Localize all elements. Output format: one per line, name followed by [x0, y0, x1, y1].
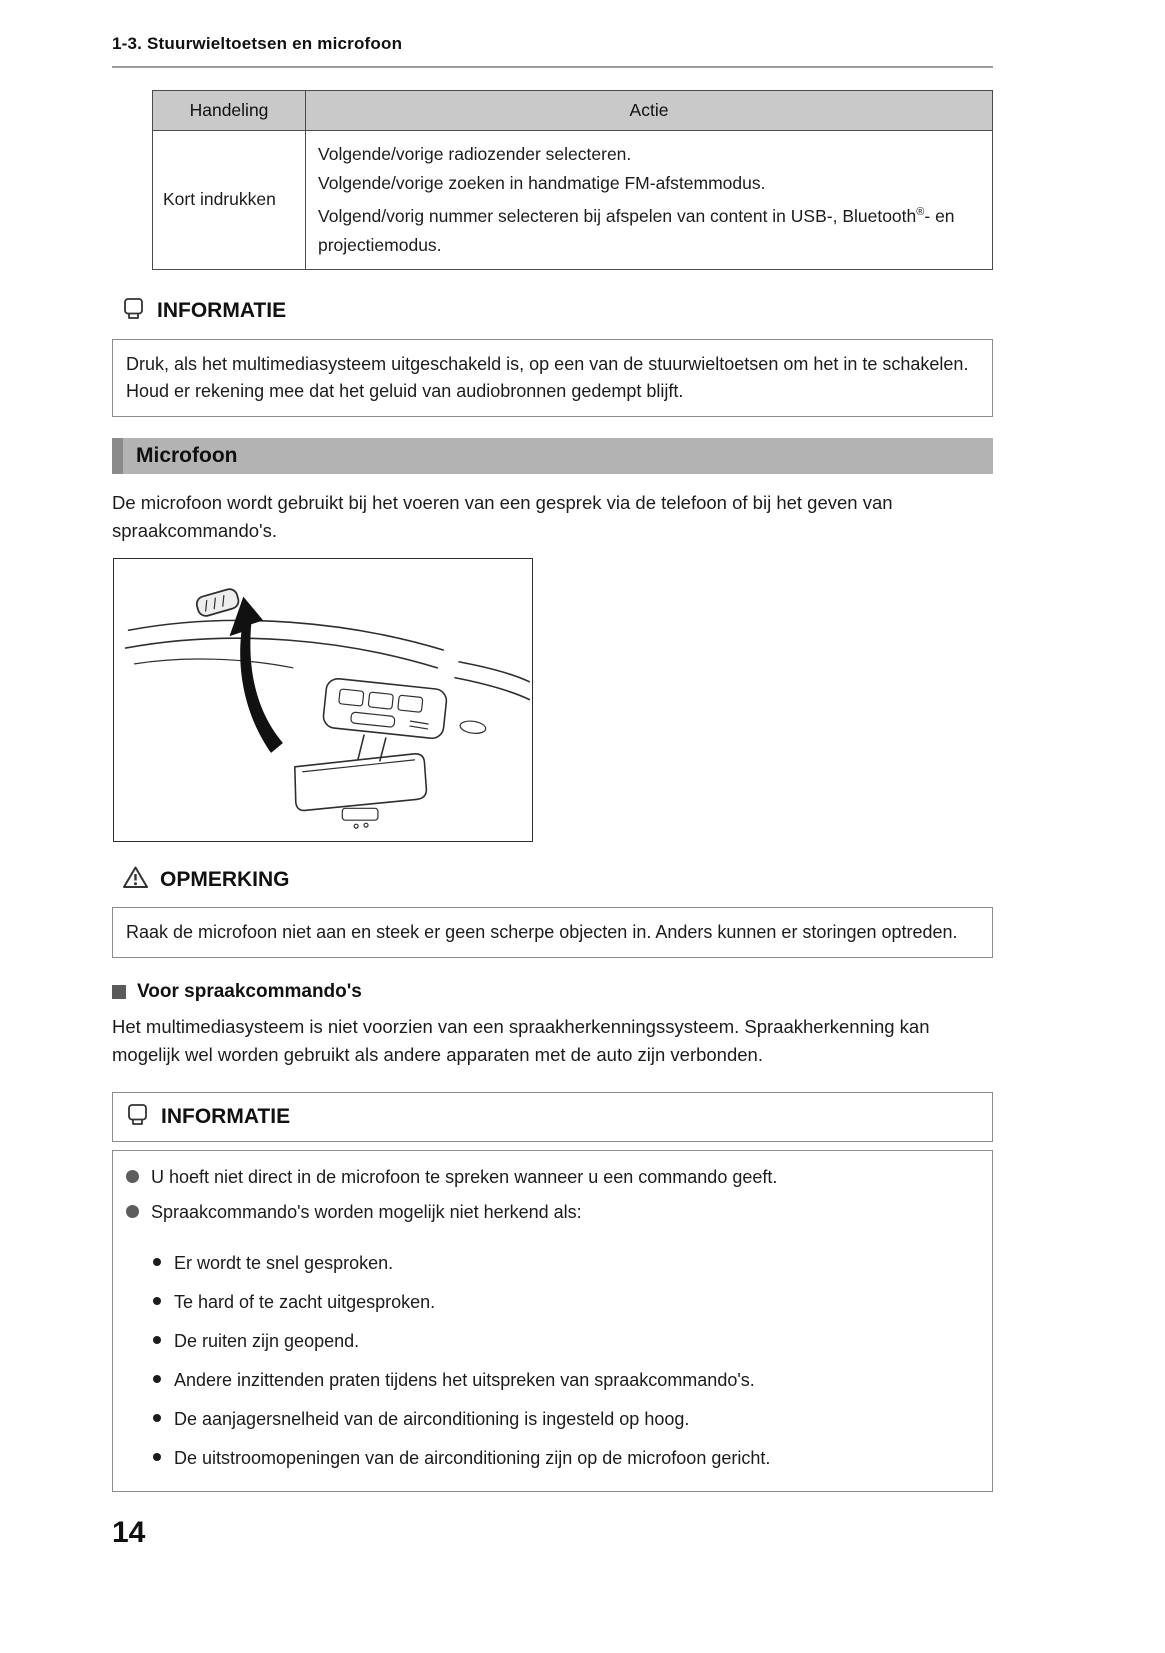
dot-icon — [153, 1336, 161, 1344]
list-item: De ruiten zijn geopend. — [153, 1328, 979, 1354]
list-item: De aanjagersnelheid van de airconditioning is ingesteld op hoog. — [153, 1406, 979, 1432]
action-line-2: Volgende/vorige zoeken in handmatige FM-afstemmodus. — [318, 173, 766, 193]
headliner-line-2 — [126, 638, 438, 668]
dot-icon — [153, 1297, 161, 1305]
info2-bullet-2: Spraakcommando's worden mogelijk niet herkend als: — [126, 1199, 979, 1225]
microphone-location-illustration — [114, 559, 531, 840]
dot-icon — [153, 1375, 161, 1383]
section-accent — [112, 438, 123, 474]
arrow-icon — [229, 596, 282, 752]
section-microfoon — [112, 438, 993, 474]
headliner-contour — [135, 659, 293, 668]
table-cell-action: Kort indrukken — [153, 131, 306, 270]
dot-icon — [153, 1453, 161, 1461]
info2-heading — [126, 1102, 979, 1132]
list-item: Te hard of te zacht uitgesproken. — [153, 1289, 979, 1315]
actions-table-body — [153, 131, 993, 270]
rearview-mirror-drawing — [295, 754, 427, 828]
table-cell-description — [306, 131, 993, 270]
actions-table-head — [153, 91, 993, 131]
table-header-actie: Actie — [306, 91, 993, 131]
headliner-line-3 — [459, 662, 529, 682]
list-item: Andere inzittenden praten tijdens het uitspreken van spraakcommando's. — [153, 1367, 979, 1393]
headliner-line-4 — [455, 678, 529, 700]
page-header — [112, 34, 993, 68]
opmerking-box: Raak de microfoon niet aan en steek er geen scherpe objecten in. Anders kunnen er storingen optreden. — [112, 907, 993, 958]
table-header-row — [153, 91, 993, 131]
info2-heading-box — [112, 1092, 993, 1142]
book-icon — [126, 1102, 149, 1132]
spraakcommandos-heading — [112, 981, 993, 1003]
microphone-location-figure — [113, 558, 533, 842]
actions-table — [152, 90, 993, 270]
action-line-3: Volgend/vorig nummer selecteren bij afspelen van content in USB-, Bluetooth®- en projectiemodus. — [318, 205, 955, 255]
bullet-icon — [126, 1170, 139, 1183]
warning-triangle-icon — [122, 865, 149, 895]
spraakcommandos-body: Het multimediasysteem is niet voorzien van een spraakherkenningssysteem. Spraakherkenning kan mogelijk wel worden gebruikt als andere apparaten met de auto zijn verbonden. — [112, 1015, 930, 1065]
overhead-console-drawing — [322, 677, 447, 739]
page-number: 14 — [112, 1515, 146, 1549]
microfoon-intro: De microfoon wordt gebruikt bij het voeren van een gesprek via de telefoon of bij het geven van spraakcommando's. — [112, 491, 893, 541]
header-rule — [112, 66, 993, 68]
info1-title: INFORMATIE — [157, 298, 287, 322]
book-icon — [122, 296, 145, 326]
action-line-1: Volgende/vorige radiozender selecteren. — [318, 144, 632, 164]
dot-icon — [153, 1258, 161, 1266]
bullet-icon — [126, 1205, 139, 1218]
info2-sub-list — [126, 1234, 979, 1486]
opmerking-title: OPMERKING — [160, 867, 290, 891]
map-light-drawing — [459, 719, 486, 734]
list-item: De uitstroomopeningen van de airconditioning zijn op de microfoon gericht. — [153, 1445, 979, 1471]
headliner-line-1 — [129, 620, 444, 650]
list-item: Er wordt te snel gesproken. — [153, 1250, 979, 1276]
dot-icon — [153, 1414, 161, 1422]
info2-bullet-1: U hoeft niet direct in de microfoon te spreken wanneer u een commando geeft. — [126, 1164, 979, 1190]
page-title: 1-3. Stuurwieltoetsen en microfoon — [112, 34, 403, 53]
info2-title: INFORMATIE — [161, 1104, 291, 1128]
info1-heading — [112, 296, 993, 326]
table-header-handeling: Handeling — [153, 91, 306, 131]
table-row — [153, 131, 993, 270]
opmerking-heading — [112, 865, 993, 895]
info1-box: Druk, als het multimediasysteem uitgeschakeld is, op een van de stuurwieltoetsen om het in te schakelen. Houd er rekening mee dat het geluid van audiobronnen gedempt blijft. — [112, 339, 993, 417]
microphone-icon — [195, 587, 240, 617]
registered-trademark-sup: ® — [916, 206, 925, 218]
spraakcommandos-title: Voor spraakcommando's — [137, 980, 362, 1002]
info2-box — [112, 1150, 993, 1492]
square-bullet-icon — [112, 985, 126, 999]
section-title: Microfoon — [136, 443, 238, 467]
